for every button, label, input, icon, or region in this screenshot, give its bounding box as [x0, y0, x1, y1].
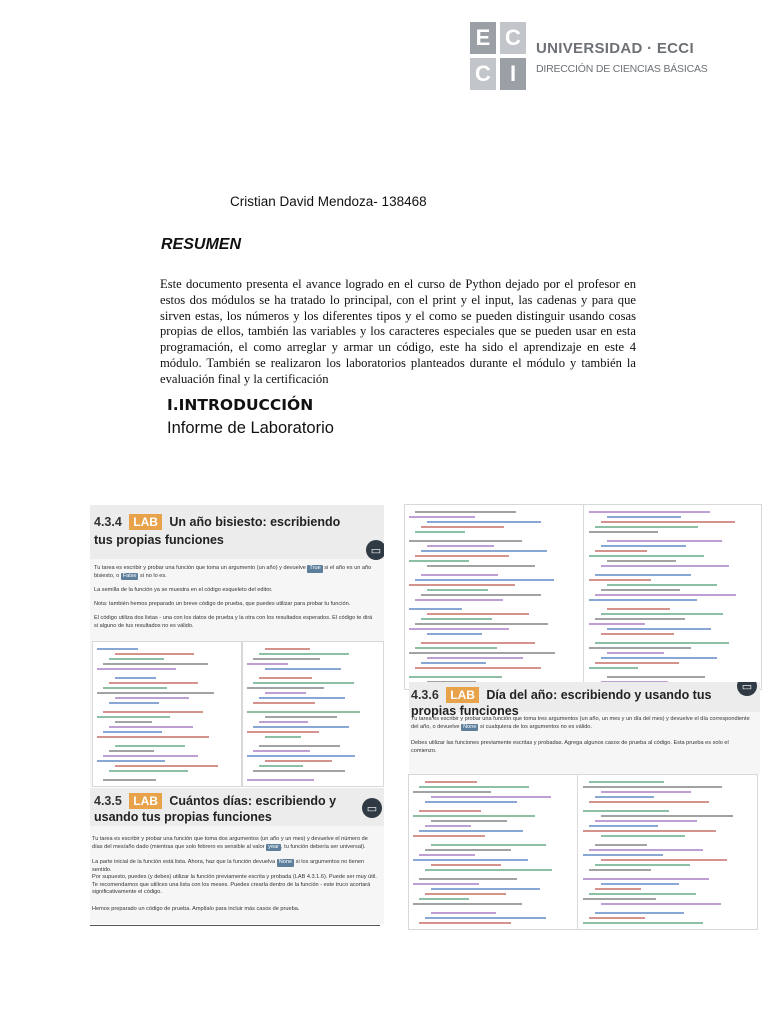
- code-line: [595, 864, 690, 866]
- lab-436-badge: LAB: [446, 687, 479, 703]
- code-editor-window: [585, 505, 761, 689]
- code-line: [421, 594, 541, 596]
- lab-434-task: Tu tarea es escribir y probar una función que toma un argumento (un año) y devuelve True si el año es un año bisiesto, o False si no lo es.: [94, 565, 372, 579]
- logo-letter-c2: C: [470, 58, 496, 90]
- code-line: [427, 657, 523, 659]
- code-line: [589, 667, 638, 669]
- code-line: [419, 810, 481, 812]
- code-line: [109, 726, 193, 728]
- code-line: [601, 589, 680, 591]
- code-line: [259, 677, 312, 679]
- code-line: [601, 521, 735, 523]
- code-line: [425, 893, 506, 895]
- code-line: [97, 668, 176, 670]
- code-line: [259, 721, 308, 723]
- logo-letter-i: I: [500, 58, 526, 90]
- lab-434-badge: LAB: [129, 514, 162, 530]
- code-line: [115, 677, 156, 679]
- code-line: [259, 745, 340, 747]
- code-line: [419, 878, 517, 880]
- lab-435-hint: Por supuesto, puedes (y debes) utilizar la función previamente escrita y probada (LAB 4.3.1.6). Puede ser muy útil. Te recomendamos que utilices una lista con los meses. Puedes crearla dentro de la función - este truco acortará significativamente el código.: [92, 874, 377, 895]
- code-line: [259, 697, 345, 699]
- code-line: [607, 584, 717, 586]
- ecci-logo: [470, 22, 526, 90]
- code-line: [419, 922, 511, 924]
- code-line: [607, 540, 722, 542]
- code-line: [595, 594, 736, 596]
- code-line: [115, 697, 189, 699]
- code-line: [97, 648, 138, 650]
- lab-434-test-note: Nota: también hemos preparado un breve código de prueba, que puedes utilizar para probar tu función.: [94, 601, 351, 607]
- python-shell-window: [405, 505, 584, 689]
- lab-434-lists-note: El código utiliza dos listas - una con los datos de prueba y la otra con los resultados esperados. El código te dirá si alguno de tus resultados no es válido.: [94, 615, 373, 629]
- code-line: [103, 687, 167, 689]
- report-title: Informe de Laboratorio: [167, 419, 334, 437]
- code-line: [253, 750, 310, 752]
- code-line: [115, 653, 194, 655]
- code-line: [409, 608, 462, 610]
- lab-435-test-note: Hemos preparado un código de prueba. Amplíalo para incluir más casos de prueba.: [92, 906, 300, 912]
- keyword-none: None: [278, 859, 293, 865]
- university-name: UNIVERSIDAD · ECCI: [536, 40, 694, 57]
- code-line: [413, 883, 479, 885]
- lab-434-title: Un año bisiesto: escribiendo tus propias funciones: [94, 515, 341, 547]
- code-line: [595, 844, 647, 846]
- code-line: [427, 521, 541, 523]
- code-line: [595, 820, 697, 822]
- code-line: [425, 849, 511, 851]
- code-line: [409, 652, 555, 654]
- logo-letter-c1: C: [500, 22, 526, 54]
- code-line: [601, 633, 674, 635]
- code-line: [425, 869, 552, 871]
- code-line: [595, 574, 691, 576]
- code-line: [601, 883, 679, 885]
- code-line: [265, 716, 337, 718]
- lab-436-task: Tu tarea es escribir y probar una función que toma tres argumentos (un año, un mes y un día del mes) y devuelve el día correspondiente del año, o devuelve None si cualquiera de los argumentos no es válido.: [411, 716, 750, 730]
- code-line: [607, 608, 670, 610]
- lab-435-initial-note: La parte inicial de la función está lista. Ahora, haz que la función devuelva None si los argumentos no tienen sentido.: [92, 859, 365, 873]
- code-line: [415, 623, 548, 625]
- code-line: [427, 633, 482, 635]
- lab-435-task: Tu tarea es escribir y probar una función que toma dos argumentos (un año y un mes) y devuelve el número de días del mes/año dado (mientras que solo febrero es sensible al valor year , tu función debería ser universal).: [92, 836, 368, 850]
- code-line: [109, 770, 188, 772]
- code-line: [247, 731, 319, 733]
- code-line: [583, 830, 716, 832]
- code-line: [253, 770, 345, 772]
- keyword-false: False: [122, 572, 137, 579]
- code-line: [97, 760, 165, 762]
- code-line: [415, 579, 554, 581]
- lab-436-title: Día del año: escribiendo y usando tus propias funciones: [411, 688, 712, 718]
- code-line: [607, 676, 705, 678]
- lab-436-note: Debes utilizar las funciones previamente escritas y probadas. Agrega algunos casos de prueba al código. Esta prueba es solo el comienzo.: [411, 740, 729, 754]
- code-line: [425, 917, 546, 919]
- code-line: [97, 692, 214, 694]
- code-line: [419, 786, 529, 788]
- code-line: [253, 726, 349, 728]
- python-shell-window: [409, 775, 578, 929]
- code-line: [109, 682, 198, 684]
- code-line: [109, 658, 164, 660]
- code-line: [419, 898, 469, 900]
- code-line: [601, 903, 721, 905]
- code-line: [415, 555, 509, 557]
- code-line: [601, 545, 686, 547]
- code-line: [607, 652, 664, 654]
- code-line: [589, 599, 697, 601]
- code-line: [415, 667, 541, 669]
- code-line: [97, 736, 209, 738]
- laptop-icon: ▭: [362, 798, 382, 818]
- code-line: [425, 801, 517, 803]
- code-line: [589, 781, 664, 783]
- code-line: [421, 662, 486, 664]
- code-line: [595, 912, 684, 914]
- code-line: [589, 579, 651, 581]
- code-line: [595, 888, 641, 890]
- code-line: [589, 623, 645, 625]
- code-line: [109, 702, 159, 704]
- code-line: [431, 912, 496, 914]
- code-editor-window: [242, 641, 384, 787]
- code-line: [115, 765, 218, 767]
- keyword-true: True: [309, 565, 321, 571]
- code-line: [259, 765, 303, 767]
- code-line: [413, 903, 522, 905]
- code-line: [601, 835, 685, 837]
- code-line: [589, 801, 709, 803]
- lab-436-code-screenshot: [408, 774, 758, 930]
- code-line: [595, 796, 654, 798]
- code-line: [583, 786, 722, 788]
- laptop-icon: ▭: [737, 682, 757, 696]
- code-line: [247, 711, 360, 713]
- lab-435-number: 4.3.5: [94, 794, 122, 808]
- code-line: [409, 628, 509, 630]
- code-line: [419, 830, 523, 832]
- code-line: [103, 779, 156, 781]
- code-line: [115, 745, 185, 747]
- code-line: [583, 854, 663, 856]
- code-line: [409, 676, 502, 678]
- code-line: [247, 687, 324, 689]
- code-line: [601, 613, 723, 615]
- logo-letter-e: E: [470, 22, 496, 54]
- code-line: [97, 716, 170, 718]
- author-line: Cristian David Mendoza- 138468: [230, 194, 427, 209]
- code-line: [431, 796, 551, 798]
- code-line: [409, 516, 475, 518]
- code-editor-window: [579, 775, 757, 929]
- code-line: [595, 642, 729, 644]
- code-line: [413, 815, 535, 817]
- code-line: [427, 613, 529, 615]
- lab-436-number: 4.3.6: [411, 688, 439, 702]
- code-line: [103, 711, 203, 713]
- code-line: [589, 893, 696, 895]
- lab-434-seed-note: La semilla de la función ya se muestra en el código esqueleto del editor.: [94, 587, 273, 593]
- code-line: [109, 750, 154, 752]
- code-line: [589, 825, 658, 827]
- python-shell-window: [92, 641, 242, 787]
- code-line: [589, 869, 651, 871]
- code-line: [265, 668, 341, 670]
- code-line: [607, 628, 711, 630]
- code-line: [421, 642, 535, 644]
- code-line: [431, 864, 501, 866]
- code-line: [259, 653, 349, 655]
- code-line: [583, 878, 709, 880]
- lab-435-badge: LAB: [129, 793, 162, 809]
- lab-435-title: Cuántos días: escribiendo y usando tus propias funciones: [94, 794, 337, 824]
- lab-435-screenshot: [90, 788, 384, 924]
- code-line: [431, 820, 507, 822]
- panel-divider: [90, 925, 380, 926]
- code-line: [431, 888, 540, 890]
- code-line: [431, 844, 546, 846]
- code-line: [409, 560, 469, 562]
- code-line: [415, 599, 503, 601]
- code-line: [589, 511, 710, 513]
- code-line: [607, 516, 681, 518]
- code-line: [583, 898, 656, 900]
- code-line: [427, 565, 535, 567]
- laptop-icon: ▭: [366, 540, 384, 560]
- code-line: [253, 682, 354, 684]
- code-line: [247, 663, 288, 665]
- code-line: [601, 791, 691, 793]
- code-line: [589, 917, 645, 919]
- code-line: [115, 721, 152, 723]
- code-line: [425, 781, 477, 783]
- code-line: [409, 540, 522, 542]
- code-line: [427, 589, 488, 591]
- code-line: [413, 835, 485, 837]
- code-line: [425, 825, 471, 827]
- code-line: [103, 755, 198, 757]
- code-line: [595, 550, 647, 552]
- code-line: [413, 859, 528, 861]
- code-line: [265, 760, 332, 762]
- code-line: [583, 810, 669, 812]
- code-line: [601, 657, 717, 659]
- intro-heading: I.INTRODUCCIÓN: [167, 396, 314, 414]
- code-line: [601, 815, 733, 817]
- code-line: [415, 531, 465, 533]
- code-line: [589, 849, 703, 851]
- code-line: [265, 736, 301, 738]
- code-line: [413, 791, 491, 793]
- code-line: [601, 859, 727, 861]
- code-line: [421, 574, 498, 576]
- code-line: [415, 647, 497, 649]
- keyword-year: year: [268, 843, 280, 850]
- code-line: [421, 618, 492, 620]
- code-line: [427, 545, 494, 547]
- code-line: [265, 648, 310, 650]
- code-line: [607, 560, 676, 562]
- code-line: [409, 584, 515, 586]
- lab-435-code-screenshot: [404, 504, 762, 690]
- code-line: [421, 550, 547, 552]
- code-line: [595, 618, 685, 620]
- lab-434-screenshot: [90, 505, 384, 787]
- code-line: [589, 531, 658, 533]
- code-line: [415, 511, 516, 513]
- code-line: [595, 662, 679, 664]
- code-line: [589, 555, 704, 557]
- code-line: [265, 692, 306, 694]
- code-line: [103, 731, 162, 733]
- keyword-none: None: [463, 723, 477, 730]
- lab-434-number: 4.3.4: [94, 515, 122, 529]
- code-line: [583, 922, 703, 924]
- code-line: [589, 647, 691, 649]
- code-line: [247, 755, 355, 757]
- resumen-heading: RESUMEN: [161, 236, 242, 253]
- code-line: [253, 702, 315, 704]
- abstract-paragraph: Este documento presenta el avance logrado en el curso de Python dejado por el profesor en estos dos módulos se ha tratado lo principal, con el print y el input, las cadenas y para que sirven estas, los números y los diferentes tipos y el como se pueden distinguir usando cosas propias de ellos, también las variables y los caracteres especiales que se pueden usar en esta programación, el como arreglar y armar un código, este ha sido el aprendizaje en este 4 módulo. También se realizaron los laboratorios planteados durante el módulo y también la evaluación final y la certificación: [160, 277, 636, 386]
- code-line: [419, 854, 475, 856]
- code-line: [103, 663, 208, 665]
- code-line: [247, 779, 314, 781]
- lab-436-screenshot: [409, 682, 760, 774]
- code-line: [421, 526, 504, 528]
- department-name: DIRECCIÓN DE CIENCIAS BÁSICAS: [536, 63, 708, 75]
- code-line: [253, 658, 320, 660]
- code-line: [595, 526, 698, 528]
- code-line: [601, 565, 729, 567]
